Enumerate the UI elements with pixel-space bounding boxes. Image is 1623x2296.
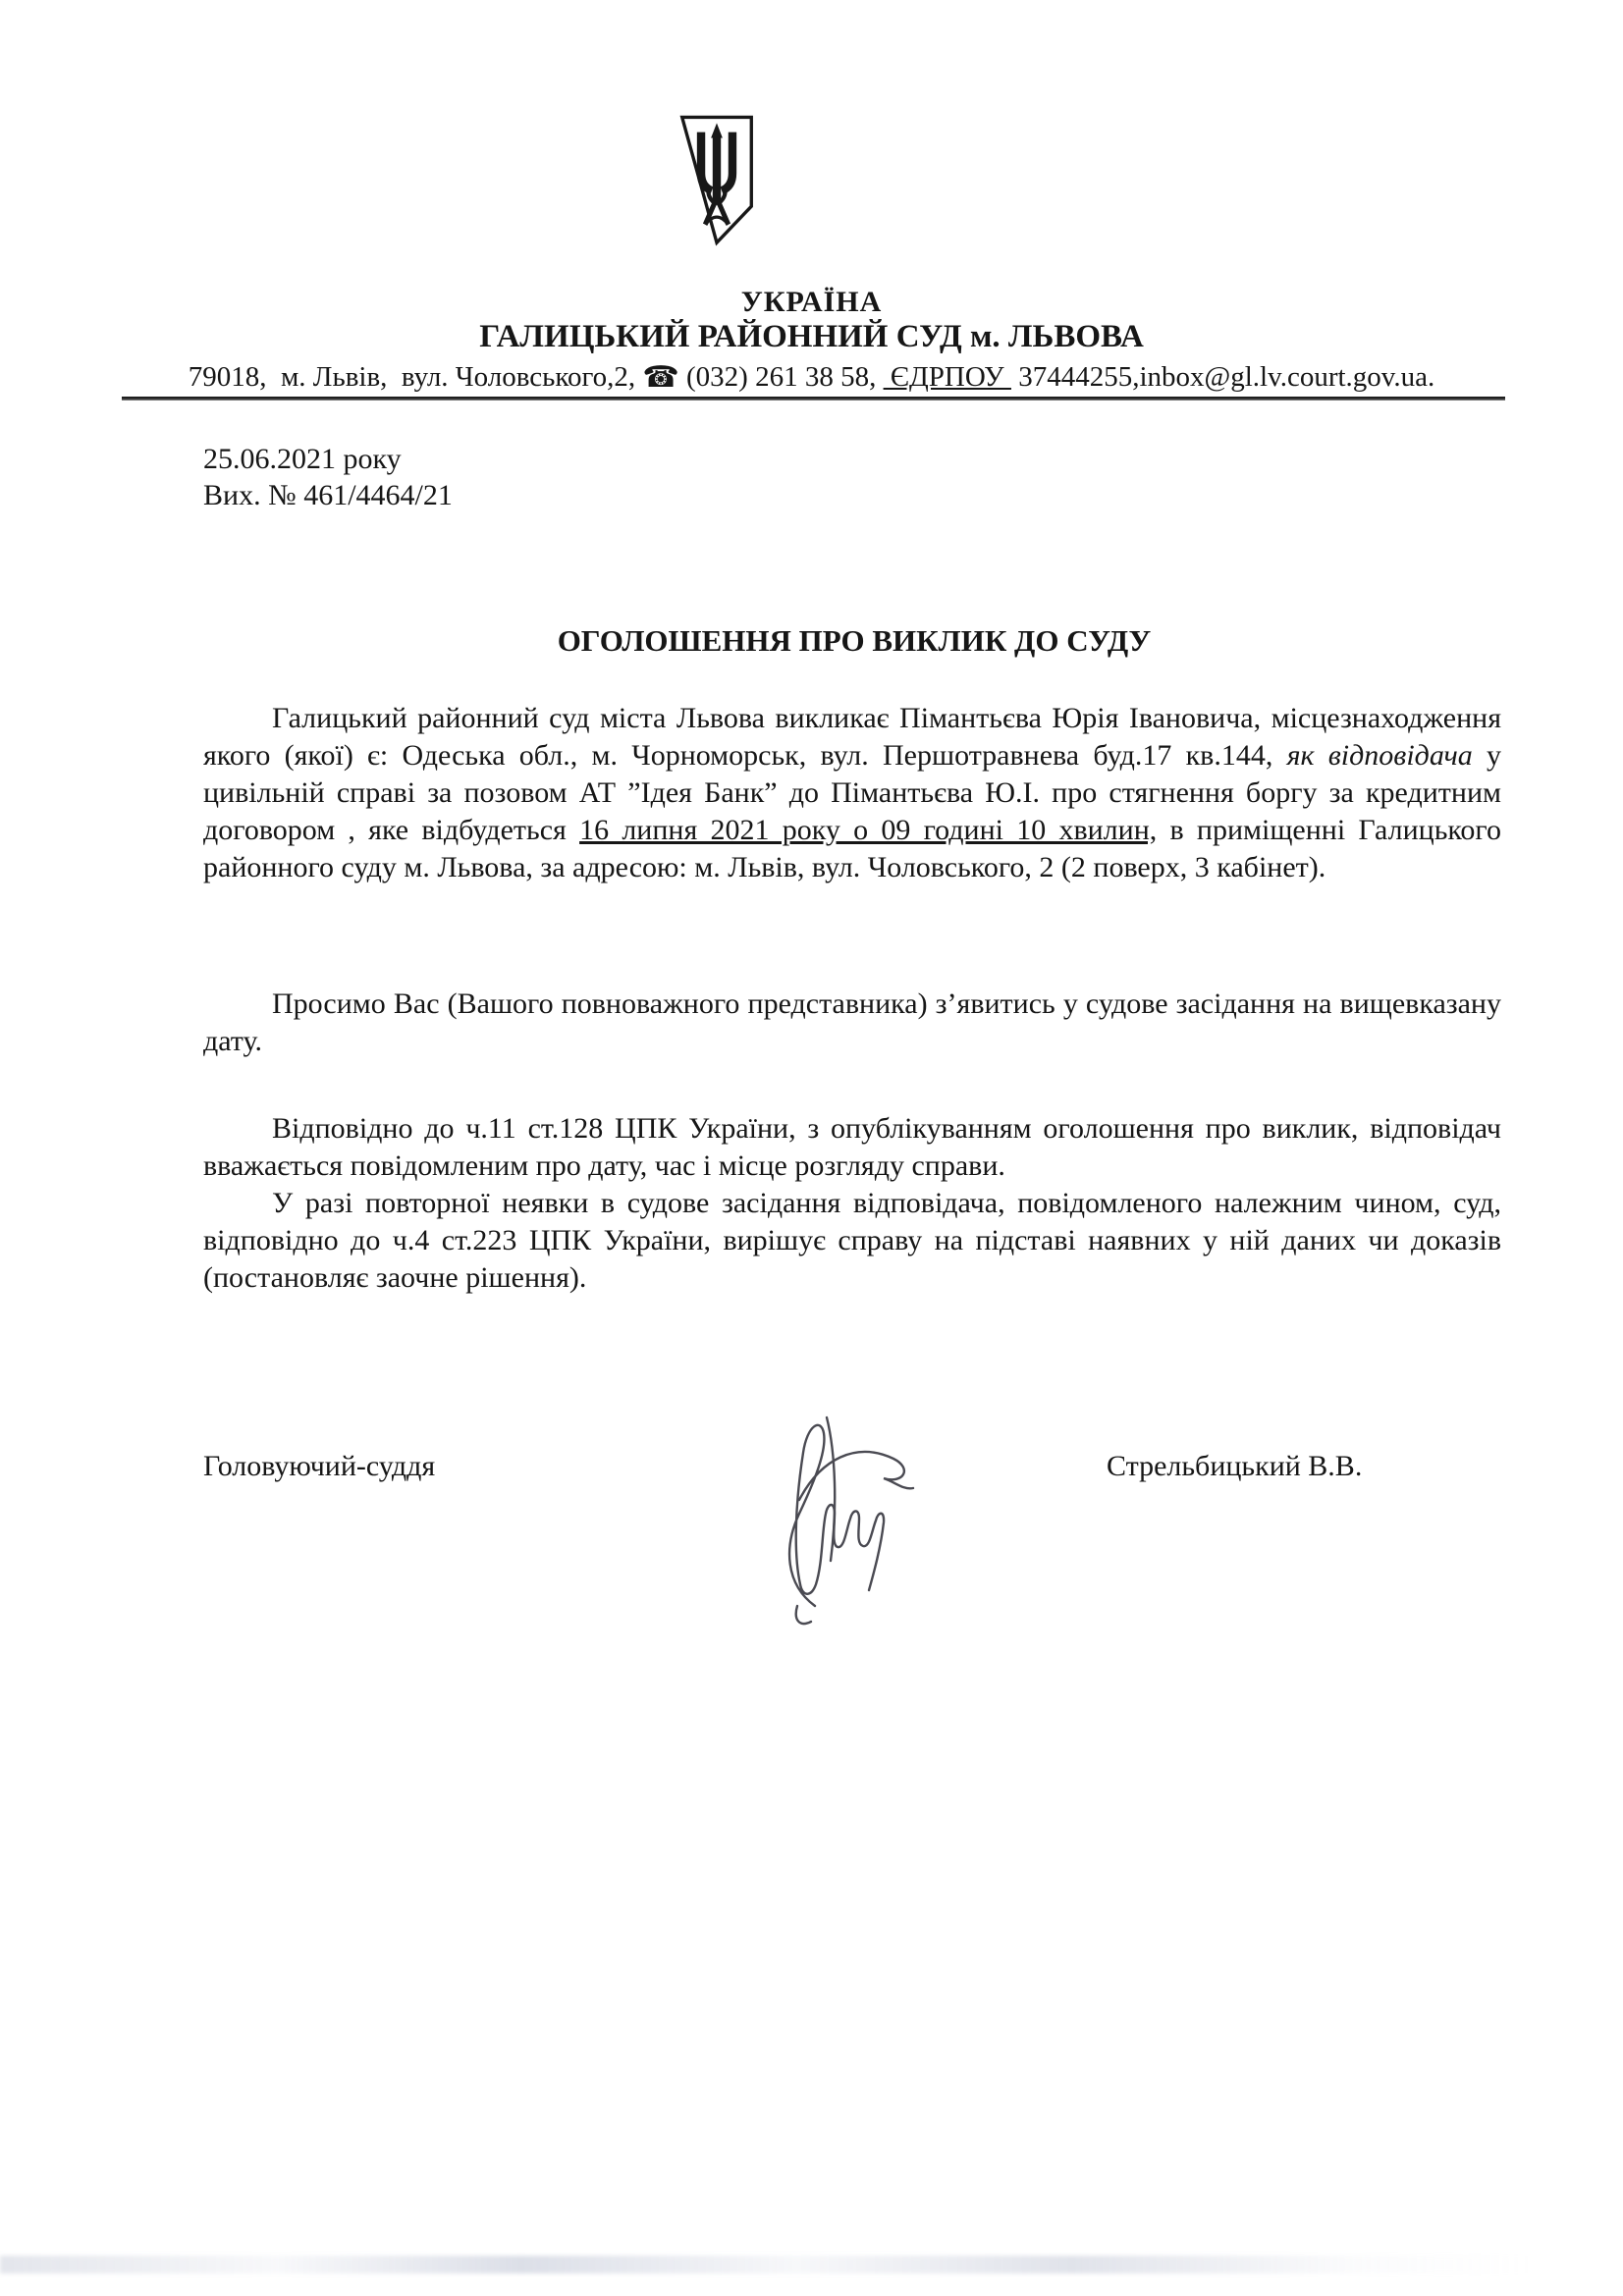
summons-seg5: в приміщенні Галицького районного суду м. Львова, за адресою: м. Львів, вул. Чоловського, 2 (2 поверх, 3 кабінет). <box>203 814 1501 883</box>
hearing-datetime-underlined: 16 липня 2021 року о 09 годині 10 хвилин, <box>579 814 1158 846</box>
address-part2: (032) 261 38 58, <box>678 361 884 393</box>
paragraph-law-128: Відповідно до ч.11 ст.128 ЦПК України, з опублікуванням оголошення про виклик, відповідач вважається повідомленим про дату, час і місце розгляду справи. <box>203 1112 1501 1182</box>
document-title: ОГОЛОШЕННЯ ПРО ВИКЛИК ДО СУДУ <box>557 623 1152 658</box>
judge-name: Стрельбицький В.В. <box>1107 1450 1363 1482</box>
outgoing-number: Вих. № 461/4464/21 <box>203 479 453 511</box>
letterhead-divider <box>122 397 1505 400</box>
country-name: УКРАЇНА <box>740 286 883 318</box>
judge-role-label: Головуючий-суддя <box>203 1450 436 1482</box>
paragraph-request: Просимо Вас (Вашого повноважного представника) з’явитись у судове засідання на вищевказану дату. <box>203 988 1501 1057</box>
address-part3: 37444255,inbox@gl.lv.court.gov.ua. <box>1010 361 1435 393</box>
summons-seg3: у цивільній справі за позовом АТ ”Ідея Банк” до Пімантьєва Ю.І. про стягнення боргу за кредитним договором , яке відбудеться <box>203 739 1502 846</box>
summons-seg1: Галицький районний суд міста Львова викликає Пімантьєва Юрія Івановича, місцезнаходження якого (якої) є: Одеська обл., м. Чорноморськ, вул. Першотравнева буд.17 кв.144, <box>203 702 1501 772</box>
paragraph-summons <box>203 700 1501 886</box>
court-name: ГАЛИЦЬКИЙ РАЙОННИЙ СУД м. ЛЬВОВА <box>479 319 1144 354</box>
paragraph-law-223: У разі повторної неявки в судове засідання відповідача, повідомленого належним чином, суд, відповідно до ч.4 ст.223 ЦПК України, вирішує справу на підставі наявних у ній даних чи доказів (постановляє заочне рішення). <box>203 1187 1501 1294</box>
document-meta <box>203 441 453 513</box>
address-part1: 79018, м. Львів, вул. Чоловського,2, <box>188 361 643 393</box>
summons-role-italic: як відповідача <box>1286 739 1473 772</box>
document-date: 25.06.2021 року <box>203 443 402 475</box>
court-address-line <box>0 360 1623 394</box>
handwritten-signature <box>738 1404 945 1631</box>
phone-icon: ☎ <box>642 361 679 394</box>
scan-artifact-band <box>0 2256 1532 2273</box>
edrpou-label: ЄДРПОУ <box>883 361 1011 393</box>
ukraine-trident-emblem <box>676 112 758 251</box>
